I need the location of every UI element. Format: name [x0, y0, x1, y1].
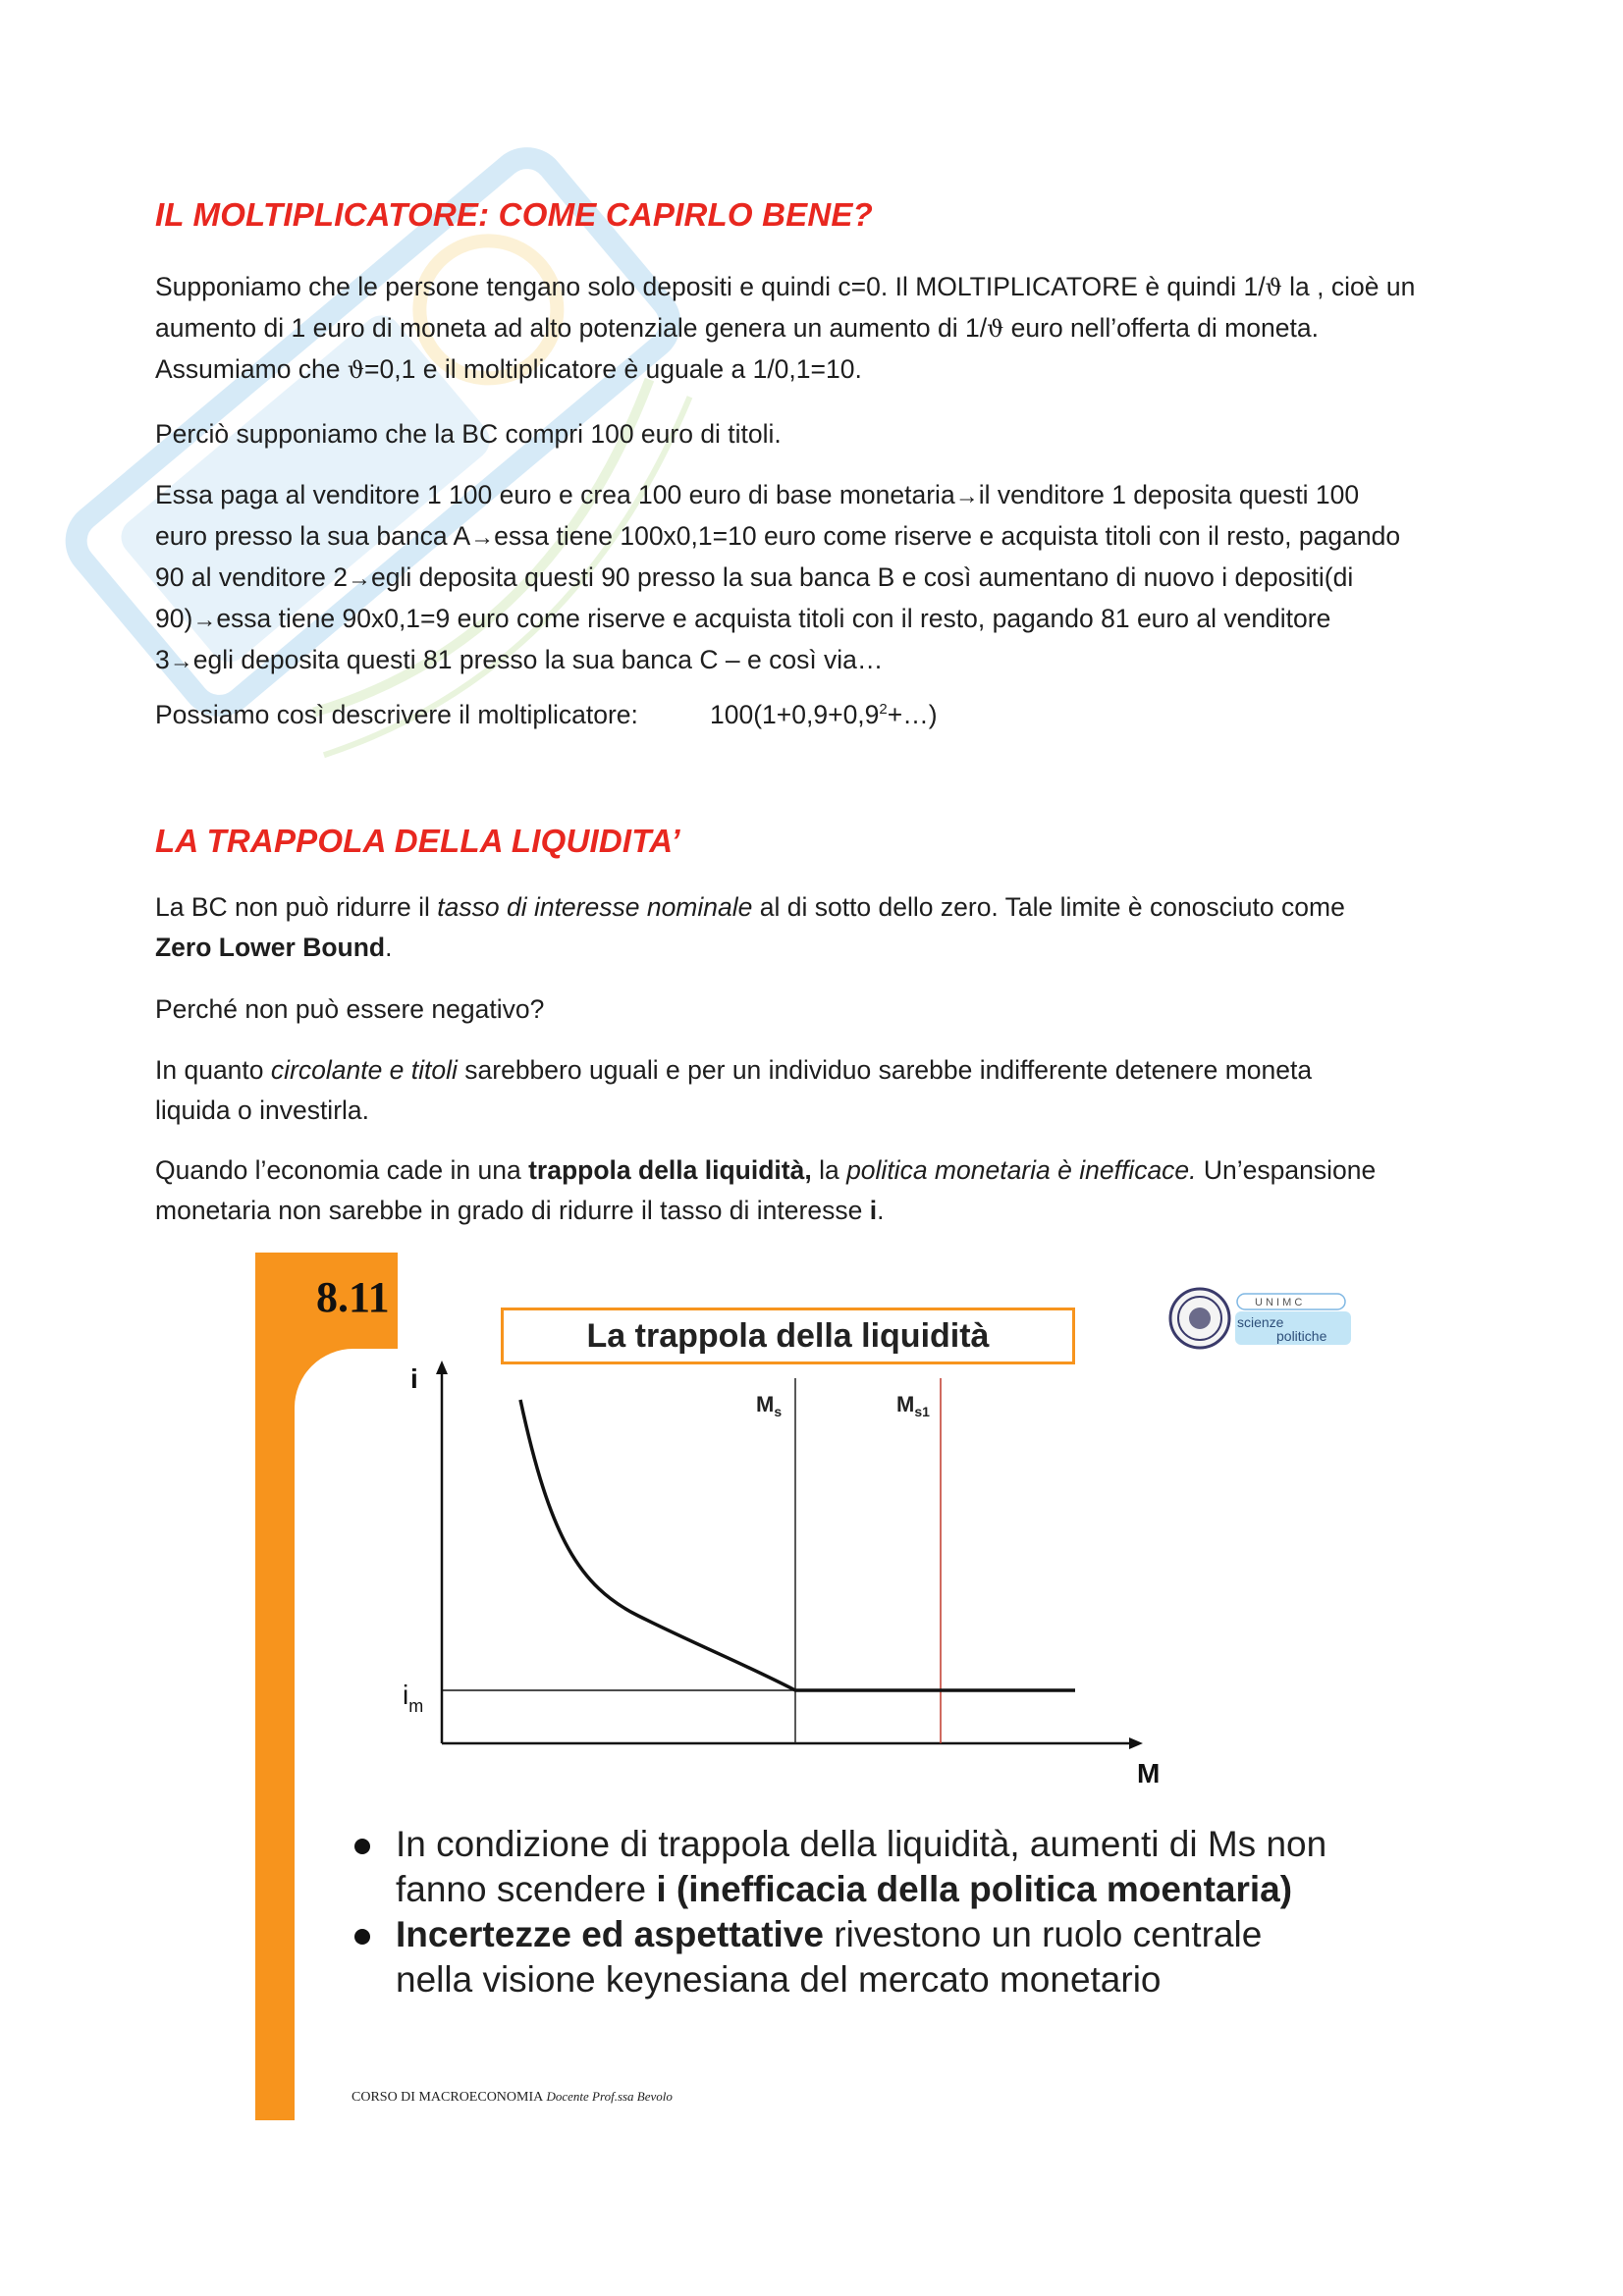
y-axis-arrow: [436, 1361, 448, 1374]
arrow-icon: →: [954, 483, 979, 509]
logo-text-top: U N I M C: [1255, 1297, 1303, 1308]
ms1-label: $M_{s1}$: [896, 1392, 930, 1419]
section1-title: IL MOLTIPLICATORE: COME CAPIRLO BENE?: [155, 196, 873, 233]
section1-paragraph2: Perciò supponiamo che la BC compri 100 euro di titoli.: [155, 419, 782, 449]
arrow-icon: →: [169, 648, 193, 674]
slide-bullets: [349, 1822, 1330, 2002]
section2-title: LA TRAPPOLA DELLA LIQUIDITA’: [155, 823, 680, 859]
section2-paragraph1: La BC non può ridurre il tasso di interesse nominale al di sotto dello zero. Tale limite è conosciuto come Zero Lower Bound.: [155, 892, 1345, 962]
arrow-icon: →: [347, 565, 371, 592]
ms-label: $M_s$: [756, 1392, 783, 1419]
section1-paragraph1: Supponiamo che le persone tengano solo depositi e quindi c=0. Il MOLTIPLICATORE è quindi 1/ϑ la , cioè un aumento di 1 euro di moneta ad alto potenziale genera un aumento di 1/ϑ euro nell’offerta di moneta. Assumiamo che ϑ=0,1 e il moltiplicatore è uguale a 1/0,1=10.: [155, 272, 1416, 384]
section2-paragraph4: Quando l’economia cade in una trappola della liquidità, la politica monetaria è inefficace. Un’espansione monetaria non sarebbe in grado di ridurre il tasso di interesse i.: [155, 1155, 1377, 1225]
money-demand-curve: [520, 1400, 1075, 1690]
slide-footer: CORSO DI MACROECONOMIA Docente Prof.ssa Bevolo: [352, 2089, 673, 2105]
section1-paragraph3: Essa paga al venditore 1 100 euro e crea 100 euro di base monetaria→il venditore 1 deposita questi 100 euro presso la sua banca A→essa tiene 100x0,1=10 euro come riserve e acquista titoli con il resto, pagando 90 al venditore 2→egli deposita questi 90 presso la sua banca B e così aumentano di nuovo i depositi(di 90)→essa tiene 90x0,1=9 euro come riserve e acquista titoli con il resto, pagando 81 euro al venditore 3→egli deposita questi 81 presso la sua banca C – e così via…: [155, 480, 1401, 674]
slide-figure: [255, 1253, 1345, 2120]
multiplier-formula: $100(1+0,9+0,9^2+\dots)$: [710, 700, 938, 729]
slide-number: 8.11: [316, 1273, 390, 1321]
liquidity-trap-chart: [255, 1253, 1345, 1802]
section1-paragraph4: [155, 695, 1490, 735]
x-axis-arrow: [1129, 1737, 1143, 1749]
section2-paragraph2: Perché non può essere negativo?: [155, 994, 545, 1024]
section2-paragraph3: In quanto circolante e titoli sarebbero uguali e per un individuo sarebbe indifferente detenere moneta liquida o investirla.: [155, 1055, 1313, 1125]
arrow-icon: →: [470, 524, 495, 551]
logo-text-line1: scienze: [1237, 1314, 1284, 1330]
multiplier-label: Possiamo così descrivere il moltiplicatore:: [155, 700, 638, 729]
im-label: $i_m$: [403, 1680, 424, 1716]
y-axis-label: i: [410, 1363, 418, 1394]
slide-title: La trappola della liquidità: [501, 1308, 1075, 1364]
theta-symbol: ϑ: [987, 315, 1004, 343]
logo-text-line2: politiche: [1276, 1328, 1327, 1344]
arrow-icon: →: [192, 607, 217, 633]
x-axis-label: M: [1137, 1758, 1161, 1789]
theta-symbol: ϑ: [1265, 274, 1282, 301]
slide-bullet-2: Incertezze ed aspettative rivestono un ruolo centrale nella visione keynesiana del mercato monetario: [349, 1912, 1330, 2002]
slide-bullet-1: In condizione di trappola della liquidità, aumenti di Ms non fanno scendere i (inefficacia della politica moentaria): [349, 1822, 1330, 1912]
theta-symbol: ϑ: [347, 356, 365, 384]
